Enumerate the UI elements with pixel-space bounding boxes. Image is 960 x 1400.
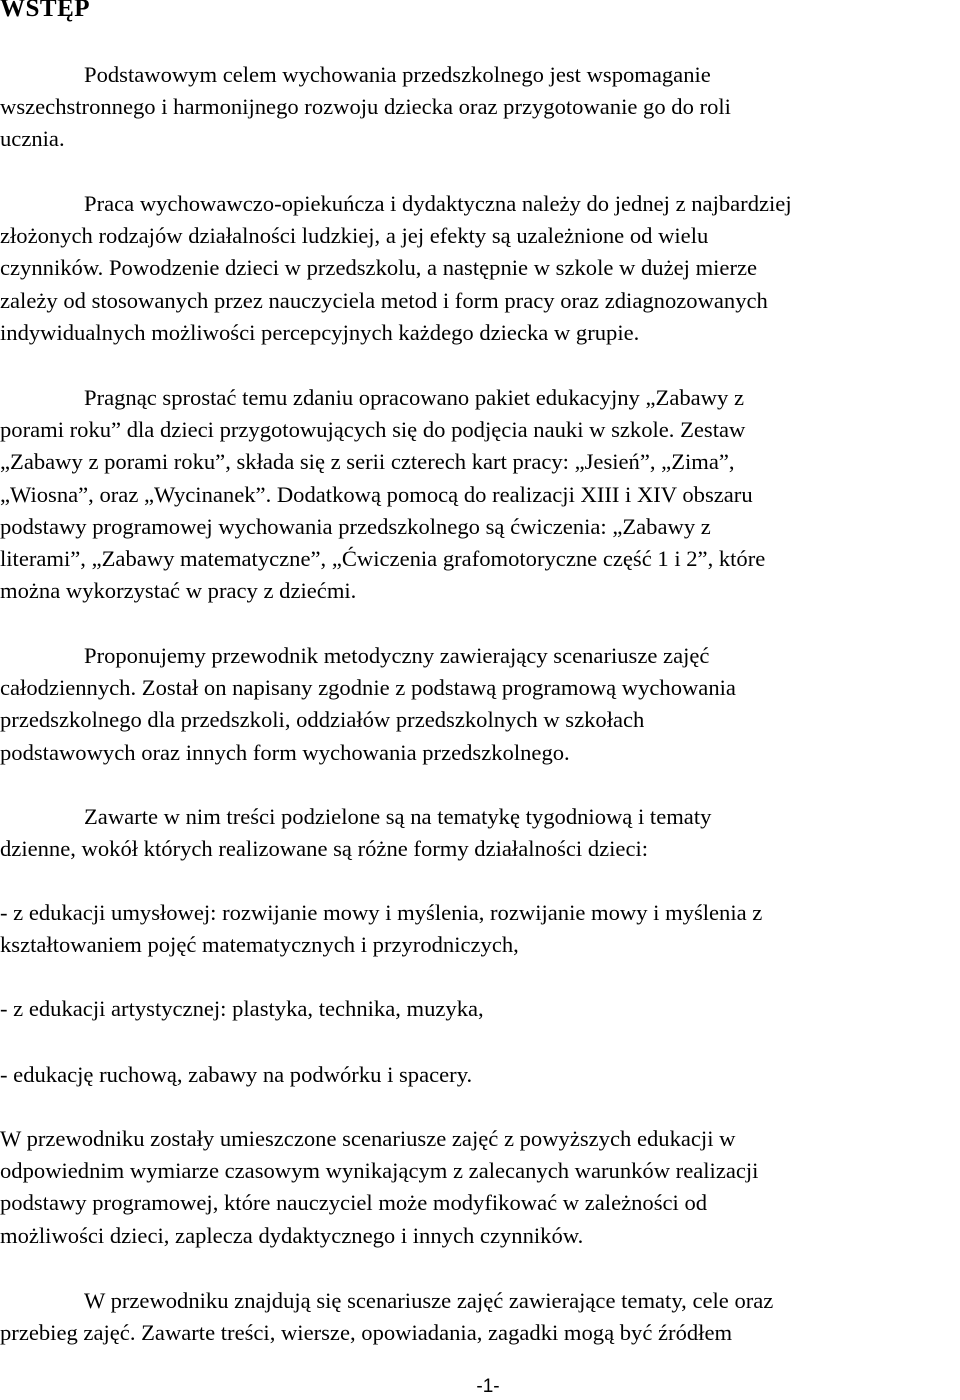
list-item-artystyczna — [0, 993, 960, 1025]
text-line: całodziennych. Został on napisany zgodnie z podstawą programową wychowania — [0, 675, 736, 701]
text-line: „Wiosna”, oraz „Wycinanek”. Dodatkową pomocą do realizacji XIII i XIV obszaru — [0, 481, 753, 507]
text-line: W przewodniku znajdują się scenariusze zajęć zawierające tematy, cele oraz — [84, 1288, 774, 1313]
paragraph-5 — [0, 801, 960, 865]
text-line: wszechstronnego i harmonijnego rozwoju dziecka oraz przygotowanie go do roli — [0, 94, 731, 120]
paragraph-1 — [0, 59, 960, 156]
text-line: odpowiednim wymiarze czasowym wynikającym z zalecanych warunków realizacji — [0, 1158, 759, 1184]
text-line: porami roku” dla dzieci przygotowujących się do podjęcia nauki w szkole. Zestaw — [0, 417, 746, 443]
list-item-umyslowa — [0, 897, 960, 961]
text-line: można wykorzystać w pracy z dziećmi. — [0, 578, 357, 604]
list-item-ruchowa — [0, 1059, 960, 1091]
text-line: literami”, „Zabawy matematyczne”, „Ćwiczenia grafomotoryczne część 1 i 2”, które — [0, 546, 766, 572]
text-line: przedszkolnego dla przedszkoli, oddziałów przedszkolnych w szkołach — [0, 707, 645, 733]
text-line: Zawarte w nim treści podzielone są na tematykę tygodniową i tematy — [84, 804, 712, 829]
text-line: indywidualnych możliwości percepcyjnych każdego dziecka w grupie. — [0, 319, 640, 345]
text-line: możliwości dzieci, zaplecza dydaktycznego i innych czynników. — [0, 1222, 584, 1248]
text-line: zależy od stosowanych przez nauczyciela metod i form pracy oraz zdiagnozowanych — [0, 287, 768, 313]
section-heading: WSTĘP — [0, 0, 91, 22]
text-line: Praca wychowawczo-opiekuńcza i dydaktyczna należy do jednej z najbardziej — [84, 191, 792, 216]
text-line: Pragnąc sprostać temu zdaniu opracowano pakiet edukacyjny „Zabawy z — [84, 385, 744, 410]
paragraph-2 — [0, 188, 960, 349]
paragraph-7 — [0, 1285, 960, 1349]
text-line: Podstawowym celem wychowania przedszkolnego jest wspomaganie — [84, 62, 711, 87]
text-line: Proponujemy przewodnik metodyczny zawierający scenariusze zajęć — [84, 643, 710, 668]
text-line: ucznia. — [0, 126, 65, 152]
text-line: - z edukacji umysłowej: rozwijanie mowy i myślenia, rozwijanie mowy i myślenia z — [0, 900, 763, 925]
text-line: podstawy programowej, które nauczyciel może modyfikować w zależności od — [0, 1190, 708, 1216]
text-line: dzienne, wokół których realizowane są różne formy działalności dzieci: — [0, 836, 649, 862]
text-line: - edukację ruchową, zabawy na podwórku i spacery. — [0, 1062, 473, 1087]
text-line: złożonych rodzajów działalności ludzkiej, a jej efekty są uzależnione od wielu — [0, 223, 709, 249]
text-line: czynników. Powodzenie dzieci w przedszkolu, a następnie w szkole w dużej mierze — [0, 255, 758, 281]
paragraph-6 — [0, 1123, 960, 1252]
paragraph-4 — [0, 640, 960, 769]
text-line: podstawowych oraz innych form wychowania przedszkolnego. — [0, 739, 570, 765]
text-line: podstawy programowej wychowania przedszkolnego są ćwiczenia: „Zabawy z — [0, 513, 711, 539]
page-number: -1- — [476, 1376, 500, 1397]
text-line: - z edukacji artystycznej: plastyka, technika, muzyka, — [0, 996, 484, 1021]
paragraph-3 — [0, 382, 960, 607]
text-line: W przewodniku zostały umieszczone scenariusze zajęć z powyższych edukacji w — [0, 1126, 736, 1151]
text-line: przebieg zajęć. Zawarte treści, wiersze, opowiadania, zagadki mogą być źródłem — [0, 1320, 733, 1346]
text-line: kształtowaniem pojęć matematycznych i przyrodniczych, — [0, 932, 519, 958]
text-line: „Zabawy z porami roku”, składa się z serii czterech kart pracy: „Jesień”, „Zima”, — [0, 449, 735, 475]
